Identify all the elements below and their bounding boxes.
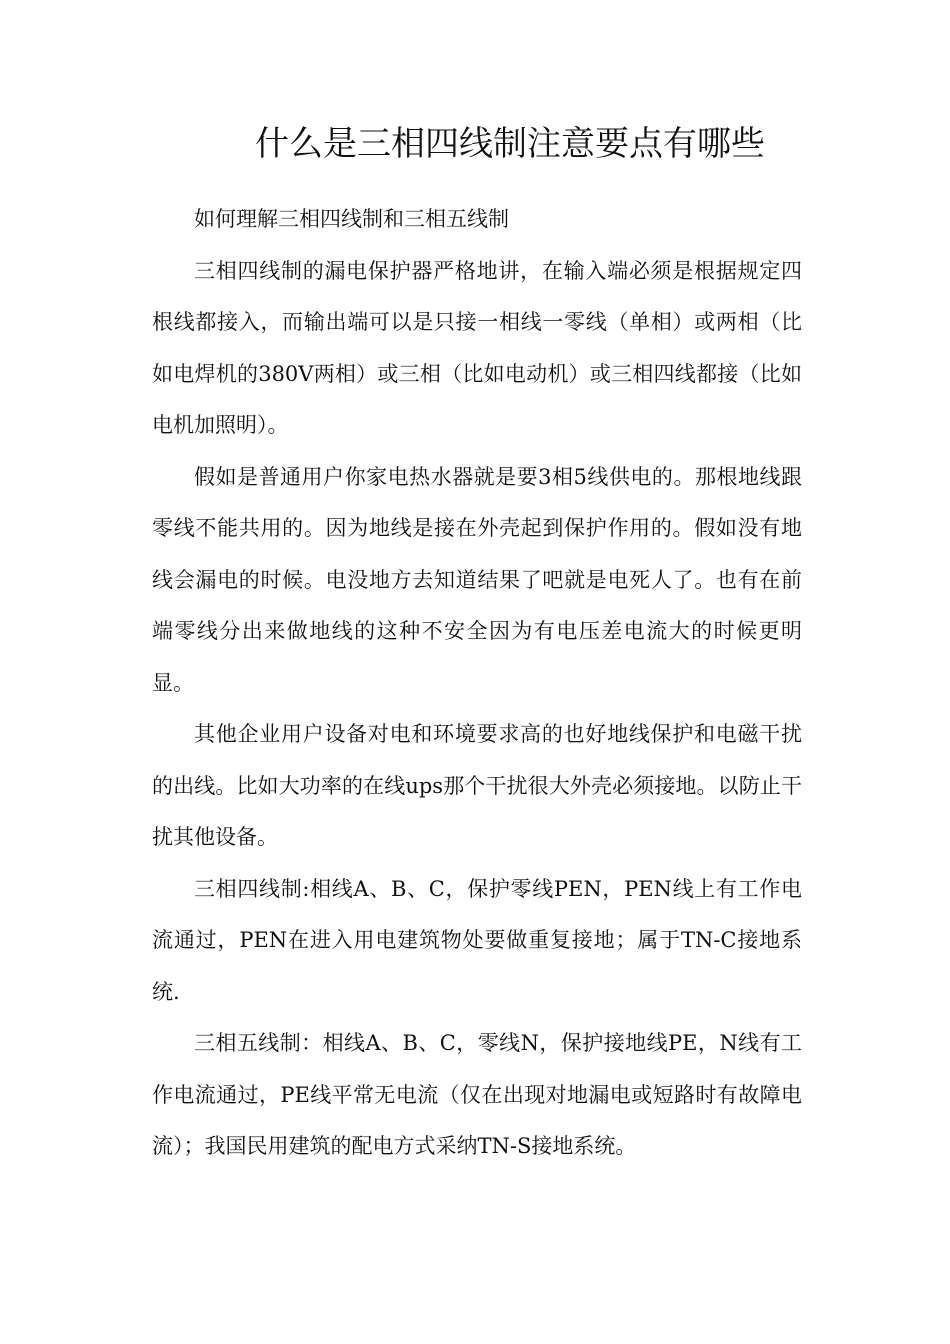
document-body <box>152 194 802 1173</box>
page-title: 什么是三相四线制注意要点有哪些 <box>255 124 765 164</box>
paragraph-tn-c-system: 三相四线制:相线A、B、C，保护零线PEN，PEN线上有工作电流通过，PEN在进入用电建筑物处要做重复接地；属于TN-C接地系统. <box>152 876 802 1004</box>
paragraph-water-heater-ground: 假如是普通用户你家电热水器就是要3相5线供电的。那根地线跟零线不能共用的。因为地线是接在外壳起到保护作用的。假如没有地线会漏电的时候。电没地方去知道结果了吧就是电死人了。也有在前端零线分出来做地线的这种不安全因为有电压差电流大的时候更明显。 <box>152 464 802 695</box>
paragraph-leakage-protector: 三相四线制的漏电保护器严格地讲，在输入端必须是根据规定四根线都接入，而输出端可以是只接一相线一零线（单相）或两相（比如电焊机的380V两相）或三相（比如电动机）或三相四线都接（比如电机加照明）。 <box>152 258 802 437</box>
paragraph-tn-s-system: 三相五线制：相线A、B、C，零线N，保护接地线PE，N线有工作电流通过，PE线平常无电流（仅在出现对地漏电或短路时有故障电流）；我国民用建筑的配电方式采纳TN-S接地系统。 <box>152 1031 802 1158</box>
paragraph-intro-question: 如何理解三相四线制和三相五线制 <box>194 207 509 231</box>
paragraph-enterprise-equipment: 其他企业用户设备对电和环境要求高的也好地线保护和电磁干扰的出线。比如大功率的在线ups那个干扰很大外壳必须接地。以防止干扰其他设备。 <box>152 722 802 849</box>
